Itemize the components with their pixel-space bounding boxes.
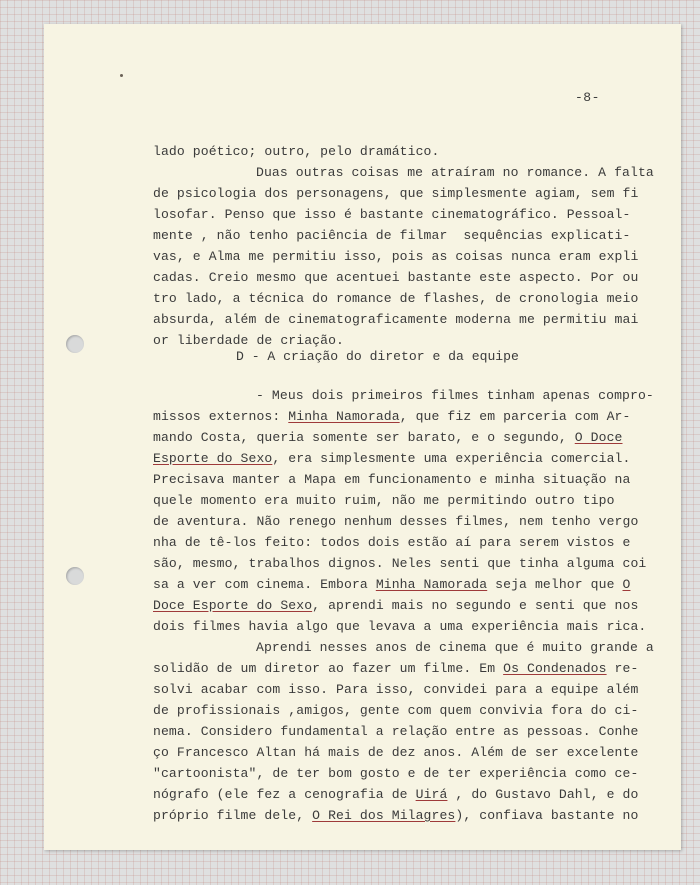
text-line: são, mesmo, trabalhos dignos. Neles senti que tinha alguma coi <box>153 556 647 571</box>
text-line: quele momento era muito ruim, não me permitindo outro tipo <box>153 493 615 508</box>
text-line: - Meus dois primeiros filmes tinham apenas compro- <box>256 388 654 403</box>
text-line: sa a ver com cinema. Embora Minha Namorada seja melhor que O <box>153 577 631 592</box>
section-heading: D - A criação do diretor e da equipe <box>236 349 519 364</box>
punch-hole-lower <box>66 567 84 585</box>
film-title: Os Condenados <box>503 661 607 676</box>
text-line: dois filmes havia algo que levava a uma experiência mais rica. <box>153 619 647 634</box>
text-line: tro lado, a técnica do romance de flashes, de cronologia meio <box>153 291 639 306</box>
text-line: de psicologia dos personagens, que simplesmente agiam, sem fi <box>153 186 639 201</box>
text-line: Doce Esporte do Sexo, aprendi mais no segundo e senti que nos <box>153 598 639 613</box>
text-line: missos externos: Minha Namorada, que fiz em parceria com Ar- <box>153 409 631 424</box>
text-line: losofar. Penso que isso é bastante cinematográfico. Pessoal- <box>153 207 631 222</box>
text-line: lado poético; outro, pelo dramático. <box>153 144 440 159</box>
text-line: de profissionais ,amigos, gente com quem convivia fora do ci- <box>153 703 639 718</box>
film-title: Minha Namorada <box>375 577 488 592</box>
text-line: nema. Considero fundamental a relação entre as pessoas. Conhe <box>153 724 639 739</box>
text-line: solvi acabar com isso. Para isso, convidei para a equipe além <box>153 682 639 697</box>
typewritten-page <box>44 24 681 850</box>
text-line: vas, e Alma me permitiu isso, pois as coisas nunca eram expli <box>153 249 639 264</box>
film-title: O Doce <box>574 430 623 445</box>
punch-hole-upper <box>66 335 84 353</box>
text-line: nógrafo (ele fez a cenografia de Uirá , do Gustavo Dahl, e do <box>153 787 639 802</box>
text-line: mando Costa, queria somente ser barato, e o segundo, O Doce <box>153 430 623 445</box>
film-title: Minha Namorada <box>288 409 400 424</box>
text-line: cadas. Creio mesmo que acentuei bastante este aspecto. Por ou <box>153 270 639 285</box>
text-line: solidão de um diretor ao fazer um filme. Em Os Condenados re- <box>153 661 639 676</box>
text-line: or liberdade de criação. <box>153 333 344 348</box>
text-line: Esporte do Sexo, era simplesmente uma experiência comercial. <box>153 451 631 466</box>
text-line: Duas outras coisas me atraíram no romance. A falta <box>256 165 654 180</box>
text-line: nha de tê-los feito: todos dois estão aí para serem vistos e <box>153 535 631 550</box>
film-title: O Rei dos Milagres <box>312 808 456 823</box>
film-title: O <box>622 577 631 592</box>
text-line: ço Francesco Altan há mais de dez anos. Além de ser excelente <box>153 745 639 760</box>
text-line: próprio filme dele, O Rei dos Milagres), confiava bastante no <box>153 808 639 823</box>
text-line: absurda, além de cinematograficamente moderna me permitiu mai <box>153 312 639 327</box>
text-line: "cartoonista", de ter bom gosto e de ter experiência como ce- <box>153 766 639 781</box>
film-title: Doce Esporte do Sexo <box>153 598 313 613</box>
film-title: Esporte do Sexo <box>153 451 273 466</box>
text-line: Precisava manter a Mapa em funcionamento e minha situação na <box>153 472 631 487</box>
text-line: de aventura. Não renego nenhum desses filmes, nem tenho vergo <box>153 514 639 529</box>
text-line: mente , não tenho paciência de filmar sequências explicati- <box>153 228 631 243</box>
text-line: Aprendi nesses anos de cinema que é muito grande a <box>256 640 654 655</box>
film-title: Uirá <box>415 787 448 802</box>
page-number: -8- <box>575 90 600 105</box>
paper-speck <box>120 74 123 77</box>
